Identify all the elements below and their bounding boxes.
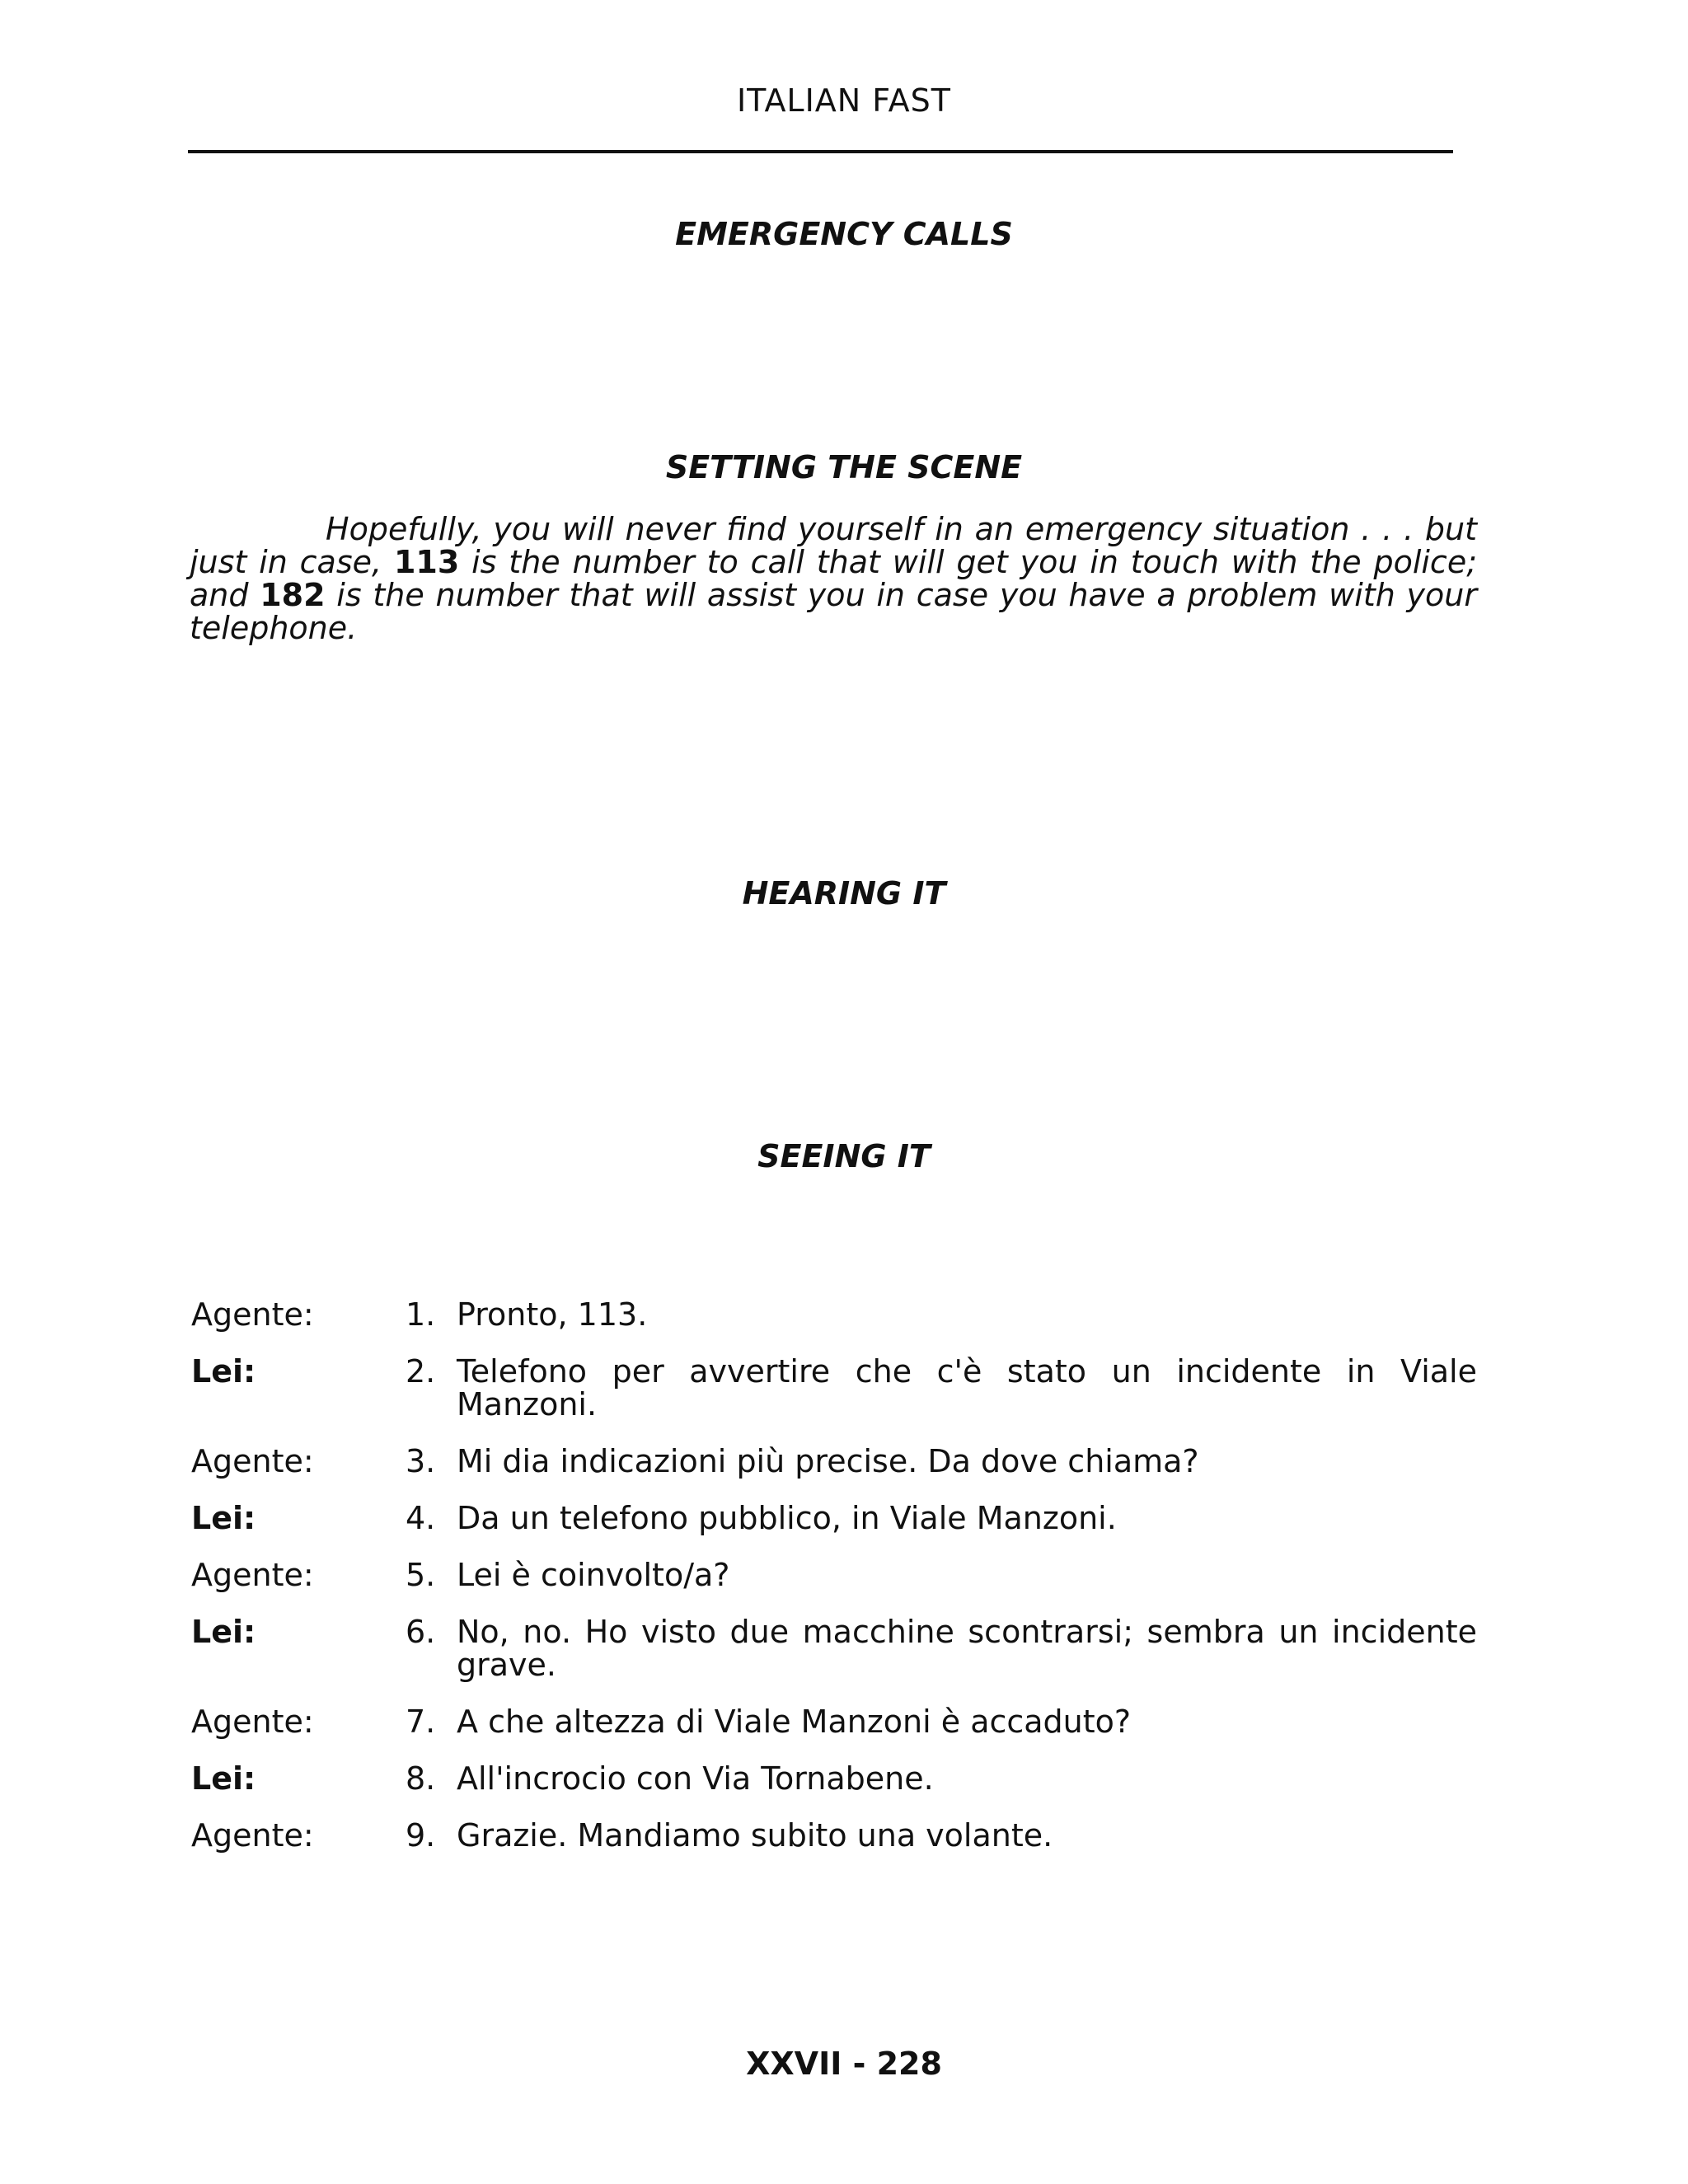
heading-seeing-it: SEEING IT [757, 1138, 931, 1174]
intro-paragraph [190, 513, 1477, 644]
dialogue-line [191, 1298, 1477, 1331]
page-number: XXVII - 228 [746, 2046, 942, 2082]
dialogue-line [191, 1819, 1477, 1852]
line-number: 1. [406, 1296, 436, 1333]
line-text: A che altezza di Viale Manzoni è accaduto? [457, 1704, 1132, 1740]
title-emergency-calls: EMERGENCY CALLS [675, 216, 1013, 252]
line-text: Da un telefono pubblico, in Viale Manzoni. [457, 1500, 1117, 1536]
line-text: Grazie. Mandiamo subito una volante. [457, 1817, 1053, 1854]
speaker: Agente: [191, 1296, 314, 1333]
intro-number-phone: 182 [260, 577, 326, 613]
running-header: ITALIAN FAST [736, 82, 952, 119]
speaker: Agente: [191, 1704, 314, 1740]
speaker: Lei: [191, 1500, 256, 1536]
line-text: Mi dia indicazioni più precise. Da dove chiama? [457, 1443, 1199, 1479]
speaker: Agente: [191, 1557, 314, 1593]
speaker: Lei: [191, 1614, 256, 1650]
line-text: Pronto, 113. [457, 1296, 648, 1333]
speaker: Agente: [191, 1817, 314, 1854]
speaker: Lei: [191, 1353, 256, 1390]
dialogue-line [191, 1355, 1477, 1421]
speaker: Agente: [191, 1443, 314, 1479]
line-text: Telefono per avvertire che c'è stato un incidente in Viale Manzoni. [457, 1353, 1477, 1422]
line-number: 6. [406, 1614, 436, 1650]
dialogue-line [191, 1558, 1477, 1591]
line-number: 8. [406, 1760, 436, 1797]
line-number: 5. [406, 1557, 436, 1593]
dialogue-line [191, 1762, 1477, 1795]
dialogue [191, 1298, 1477, 1876]
line-text: All'incrocio con Via Tornabene. [457, 1760, 934, 1797]
line-number: 3. [406, 1443, 436, 1479]
line-number: 4. [406, 1500, 436, 1536]
line-number: 7. [406, 1704, 436, 1740]
dialogue-line [191, 1705, 1477, 1738]
intro-number-police: 113 [393, 544, 460, 580]
dialogue-line [191, 1615, 1477, 1681]
line-number: 2. [406, 1353, 436, 1390]
dialogue-line [191, 1502, 1477, 1535]
line-text: No, no. Ho visto due macchine scontrarsi; sembra un incidente grave. [457, 1614, 1477, 1683]
line-number: 9. [406, 1817, 436, 1854]
heading-hearing-it: HEARING IT [742, 875, 946, 912]
intro-text-2: is the number to call that will get you in touch with the police; and [190, 544, 1478, 613]
dialogue-line [191, 1445, 1477, 1478]
intro-text-1: Hopefully, you will never find yourself in an emergency situation . . . but just in case, [190, 511, 1477, 580]
heading-setting-the-scene: SETTING THE SCENE [665, 449, 1023, 485]
header-rule [188, 150, 1453, 153]
intro-text-3: is the number that will assist you in case you have a problem with your telephone. [190, 577, 1477, 646]
speaker: Lei: [191, 1760, 256, 1797]
line-text: Lei è coinvolto/a? [457, 1557, 730, 1593]
